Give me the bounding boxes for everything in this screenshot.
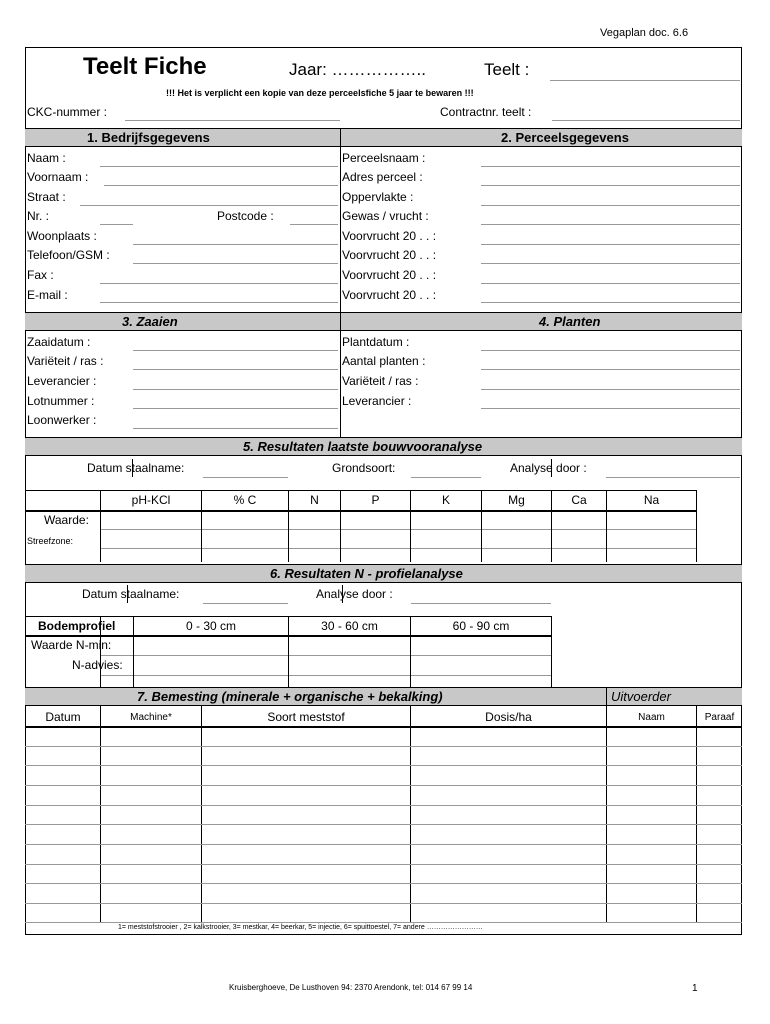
straat-input-line[interactable]: [80, 205, 338, 206]
s6-row-line-2: [100, 675, 551, 676]
s7-header-line: [25, 726, 742, 728]
col-soort-meststof: Soort meststof: [267, 710, 345, 724]
nr-label: Nr. :: [27, 209, 50, 223]
straat-label: Straat :: [27, 190, 66, 204]
plantdatum-input-line[interactable]: [481, 350, 740, 351]
loonwerker-label: Loonwerker :: [27, 413, 97, 427]
section-1-title: 1. Bedrijfsgegevens: [87, 130, 210, 145]
contract-input-line[interactable]: [552, 120, 740, 121]
aantal-planten-input-line[interactable]: [481, 369, 740, 370]
plant-variety-input-line[interactable]: [481, 389, 740, 390]
zaaidatum-input-line[interactable]: [133, 350, 338, 351]
voorvrucht-3-input-line[interactable]: [481, 283, 740, 284]
voorvrucht-2-input-line[interactable]: [481, 263, 740, 264]
col-machine: Machine*: [130, 712, 172, 723]
s6-analyse-input-line[interactable]: [411, 603, 551, 604]
teelt-input-line[interactable]: [550, 80, 740, 81]
section-1-2-divider: [340, 128, 341, 312]
streefzone-row-label: Streefzone:: [27, 536, 74, 546]
s5-analyse-label: Analyse door :: [510, 461, 587, 475]
machine-footnote: 1= meststofstrooier , 2= kalkstrooier, 3= mestkar, 4= beerkar, 5= injectie, 6= spuittoestel, 7= andere ……………………: [118, 924, 483, 931]
plant-leverancier-label: Leverancier :: [342, 394, 412, 408]
adres-perceel-input-line[interactable]: [481, 185, 740, 186]
section-6-title: 6. Resultaten N - profielanalyse: [270, 566, 463, 581]
col-header-ph: pH-KCl: [131, 493, 171, 507]
s5-analyse-input-line[interactable]: [606, 477, 740, 478]
plant-leverancier-input-line[interactable]: [481, 408, 740, 409]
s5-analyse-cursor: [551, 459, 552, 477]
lotnummer-label: Lotnummer :: [27, 394, 95, 408]
col-paraaf: Paraaf: [704, 712, 735, 723]
section-7-header: [25, 687, 742, 706]
postcode-input-line[interactable]: [290, 224, 338, 225]
jaar-field[interactable]: Jaar: ……………..: [289, 60, 426, 79]
s5-col-line-9: [696, 490, 697, 562]
s7-col-line-1: [100, 706, 101, 923]
teelt-label: Teelt :: [484, 60, 530, 79]
col-header-mg: Mg: [508, 493, 525, 507]
perceelsnaam-input-line[interactable]: [481, 166, 740, 167]
bodemprofiel-label: Bodemprofiel: [38, 619, 116, 633]
zaai-variety-input-line[interactable]: [133, 369, 338, 370]
section-3-title: 3. Zaaien: [122, 314, 178, 329]
s5-grondsoort-label: Grondsoort:: [332, 461, 396, 475]
voorvrucht-3-label: Voorvrucht 20 . . :: [342, 268, 437, 282]
col-header-na: Na: [643, 493, 660, 507]
voorvrucht-4-input-line[interactable]: [481, 302, 740, 303]
naam-input-line[interactable]: [100, 166, 338, 167]
s5-table-header-line: [25, 510, 696, 512]
gewas-label: Gewas / vrucht :: [342, 209, 429, 223]
zaai-variety-label: Variëteit / ras :: [27, 354, 104, 368]
s6-row-line-1: [100, 655, 551, 656]
voorvrucht-4-label: Voorvrucht 20 . . :: [342, 288, 437, 302]
section-3-4-header: [25, 312, 742, 331]
col-naam: Naam: [638, 712, 665, 723]
woonplaats-label: Woonplaats :: [27, 229, 97, 243]
voorvrucht-1-label: Voorvrucht 20 . . :: [342, 229, 437, 243]
s6-col-line-4: [551, 616, 552, 687]
gewas-input-line[interactable]: [481, 224, 740, 225]
nr-input-line[interactable]: [100, 224, 133, 225]
zaai-leverancier-label: Leverancier :: [27, 374, 97, 388]
naam-label: Naam :: [27, 151, 66, 165]
doc-reference: Vegaplan doc. 6.6: [600, 27, 689, 39]
section-1-2-header: [25, 128, 742, 147]
voorvrucht-1-input-line[interactable]: [481, 244, 740, 245]
s7-row[interactable]: [25, 765, 742, 766]
col-header-c: % C: [233, 493, 257, 507]
s6-datum-cursor: [127, 585, 128, 603]
email-label: E-mail :: [27, 288, 68, 302]
s5-grondsoort-input-line[interactable]: [411, 477, 481, 478]
plantdatum-label: Plantdatum :: [342, 335, 410, 349]
section-7-title: 7. Bemesting (minerale + organische + bekalking): [137, 689, 443, 704]
ckc-label: CKC-nummer :: [27, 105, 108, 119]
woonplaats-input-line[interactable]: [133, 244, 338, 245]
s7-row[interactable]: [25, 785, 742, 786]
contract-label: Contractnr. teelt :: [440, 105, 532, 119]
perceelsnaam-label: Perceelsnaam :: [342, 151, 426, 165]
zaaidatum-label: Zaaidatum :: [27, 335, 91, 349]
col-header-ca: Ca: [571, 493, 587, 507]
zaai-leverancier-input-line[interactable]: [133, 389, 338, 390]
section-5-title: 5. Resultaten laatste bouwvooranalyse: [243, 439, 483, 454]
uitvoerder-divider: [606, 687, 607, 706]
col-header-p: P: [371, 493, 380, 507]
waarde-row-label: Waarde:: [44, 513, 89, 527]
uitvoerder-title: Uitvoerder: [611, 689, 671, 704]
s6-datum-label: Datum staalname:: [82, 587, 180, 601]
s5-table-top: [25, 490, 696, 491]
email-input-line[interactable]: [100, 302, 338, 303]
aantal-planten-label: Aantal planten :: [342, 354, 426, 368]
s5-datum-label: Datum staalname:: [87, 461, 185, 475]
s7-row[interactable]: [25, 864, 742, 865]
depth-0-30: 0 - 30 cm: [185, 619, 236, 633]
page-number: 1: [692, 983, 698, 994]
lotnummer-input-line[interactable]: [133, 408, 338, 409]
oppervlakte-input-line[interactable]: [481, 205, 740, 206]
oppervlakte-label: Oppervlakte :: [342, 190, 414, 204]
s6-analyse-label: Analyse door :: [316, 587, 393, 601]
s7-row[interactable]: [25, 746, 742, 747]
postcode-label: Postcode :: [217, 209, 274, 223]
s6-analyse-cursor: [342, 585, 343, 603]
loonwerker-input-line[interactable]: [133, 428, 338, 429]
col-header-n: N: [310, 493, 319, 507]
s5-datum-input-line[interactable]: [203, 477, 288, 478]
s7-col-line-4: [606, 706, 607, 923]
s7-row[interactable]: [25, 903, 742, 904]
col-header-k: K: [441, 493, 450, 507]
section-5-header: [25, 437, 742, 456]
section-2-title: 2. Perceelsgegevens: [501, 130, 629, 145]
col-dosis: Dosis/ha: [485, 710, 532, 724]
voornaam-label: Voornaam :: [27, 170, 89, 184]
telefoon-label: Telefoon/GSM :: [27, 248, 110, 262]
fax-label: Fax :: [27, 268, 54, 282]
footer-address: Kruisberghoeve, De Lusthoven 94: 2370 Arendonk, tel: 014 67 99 14: [229, 983, 473, 992]
depth-30-60: 30 - 60 cm: [321, 619, 378, 633]
adres-perceel-label: Adres perceel :: [342, 170, 423, 184]
s7-col-line-2: [201, 706, 202, 923]
plant-variety-label: Variëteit / ras :: [342, 374, 419, 388]
s5-datum-cursor: [132, 459, 133, 477]
s7-row[interactable]: [25, 844, 742, 845]
s6-datum-input-line[interactable]: [203, 603, 288, 604]
form-title: Teelt Fiche: [83, 53, 207, 80]
voorvrucht-2-label: Voorvrucht 20 . . :: [342, 248, 437, 262]
waarde-nmin-label: Waarde N-min:: [31, 638, 112, 652]
ckc-input-line[interactable]: [125, 120, 340, 121]
fax-input-line[interactable]: [100, 283, 338, 284]
col-datum: Datum: [45, 710, 81, 724]
section-4-title: 4. Planten: [539, 314, 601, 329]
s7-row[interactable]: [25, 922, 742, 923]
notice-text: !!! Het is verplicht een kopie van deze perceelsfiche 5 jaar te bewaren !!!: [166, 88, 474, 98]
section-3-4-divider: [340, 312, 341, 437]
voornaam-input-line[interactable]: [104, 185, 338, 186]
s7-row[interactable]: [25, 824, 742, 825]
s7-col-line-5: [696, 706, 697, 923]
n-advies-label: N-advies:: [72, 658, 123, 672]
section-6-header: [25, 564, 742, 583]
s7-row[interactable]: [25, 805, 742, 806]
depth-60-90: 60 - 90 cm: [452, 619, 510, 633]
telefoon-input-line[interactable]: [133, 263, 338, 264]
s7-row[interactable]: [25, 883, 742, 884]
s7-col-line-3: [410, 706, 411, 923]
